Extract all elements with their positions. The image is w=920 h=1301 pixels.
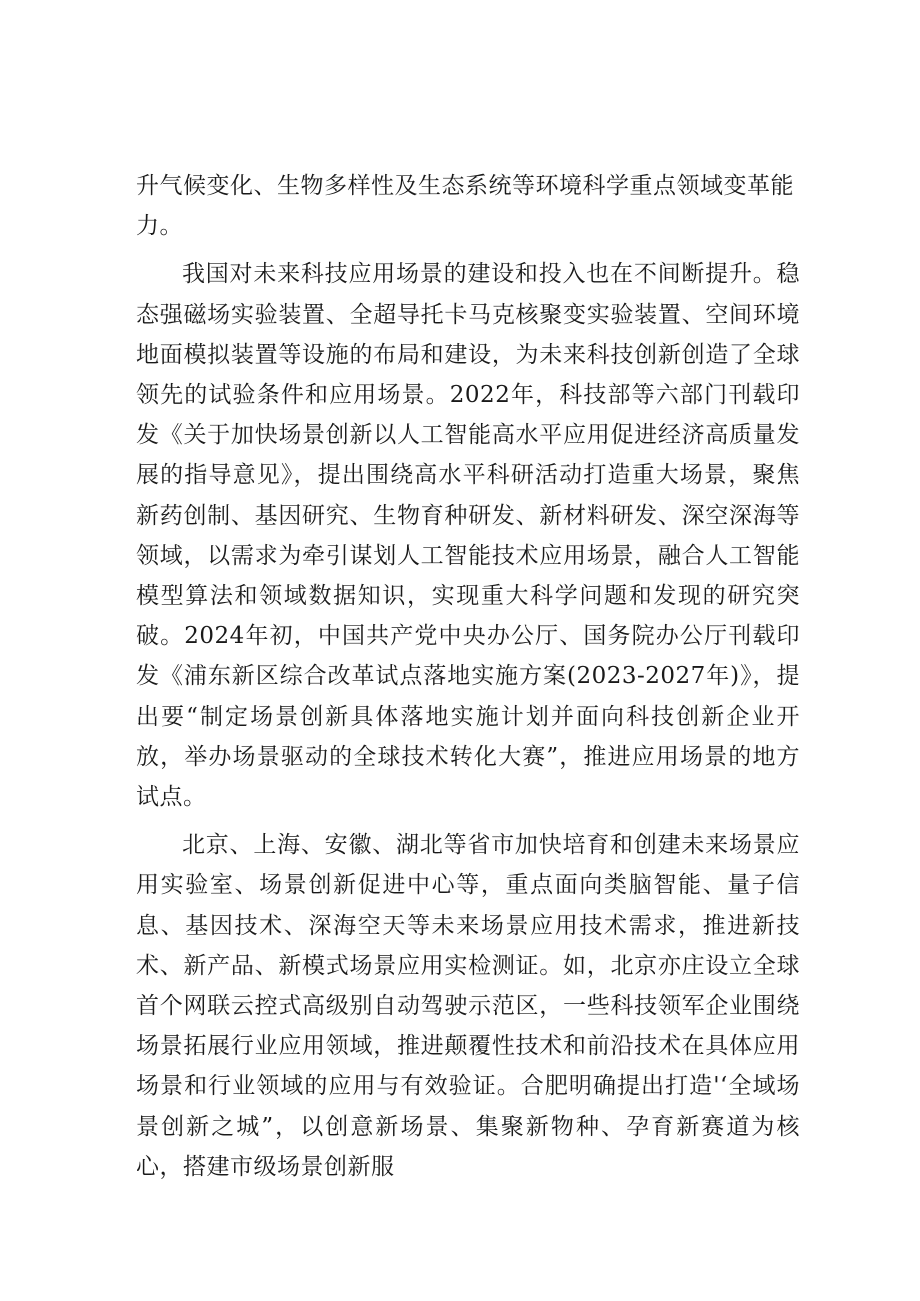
- body-text: [136, 166, 800, 1195]
- paragraph-2: 我国对未来科技应用场景的建设和投入也在不间断提升。稳态强磁场实验装置、全超导托卡马克核聚变实验装置、空间环境地面模拟装置等设施的布局和建设，为未来科技创新创造了全球领先的试验条件和应用场景。2022年，科技部等六部门刊载印发《关于加快场景创新以人工智能高水平应用促进经济高质量发展的指导意见》，提出围绕高水平科研活动打造重大场景，聚焦新药创制、基因研究、生物育种研发、新材料研发、深空深海等领域，以需求为牵引谋划人工智能技术应用场景，融合人工智能模型算法和领域数据知识，实现重大科学问题和发现的研究突破。2024年初，中国共产党中央办公厅、国务院办公厅刊载印发《浦东新区综合改革试点落地实施方案(2023-2027年)》，提出要“制定场景创新具体落地实施计划并面向科技创新企业开放，举办场景驱动的全球技术转化大赛”，推进应用场景的地方试点。: [136, 261, 800, 811]
- paragraph-1: 升气候变化、生物多样性及生态系统等环境科学重点领域变革能力。: [136, 173, 794, 240]
- paragraph-3: 北京、上海、安徽、湖北等省市加快培育和创建未来场景应用实验室、场景创新促进中心等，重点面向类脑智能、量子信息、基因技术、深海空天等未来场景应用技术需求，推进新技术、新产品、新模式场景应用实检测证。如，北京亦庄设立全球首个网联云控式高级别自动驾驶示范区，一些科技领军企业围绕场景拓展行业应用领域，推进颠覆性技术和前沿技术在具体应用场景和行业领域的应用与有效验证。合肥明确提出打造'‘全域场景创新之城”，以创意新场景、集聚新物种、孕育新赛道为核心，搭建市级场景创新服: [136, 832, 800, 1180]
